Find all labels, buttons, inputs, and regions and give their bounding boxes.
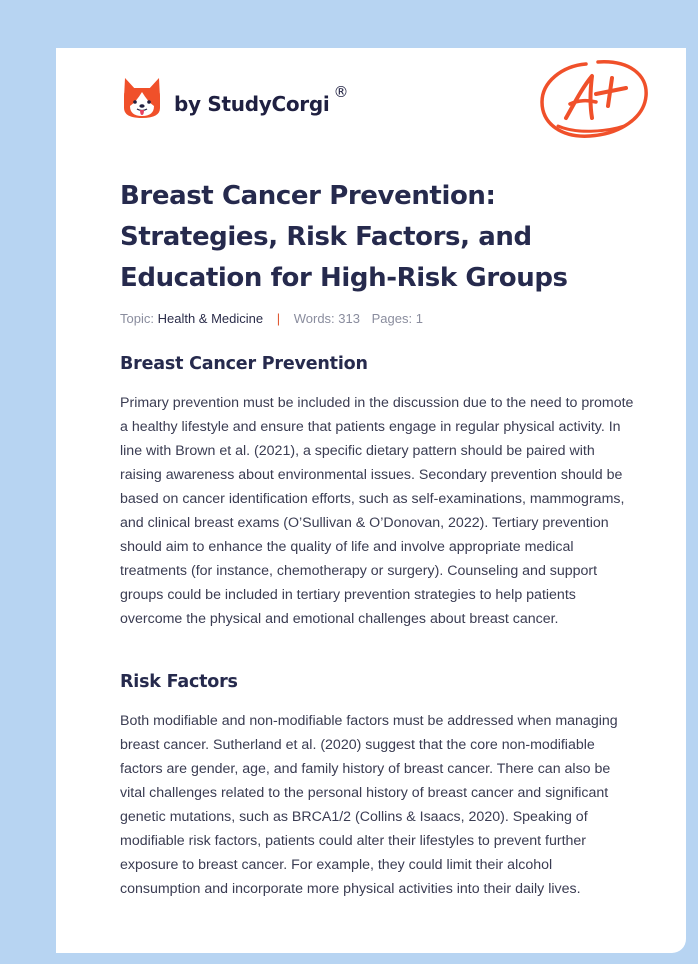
section-heading-risk-factors: Risk Factors (120, 672, 238, 692)
words-label: Words: (293, 311, 335, 326)
section-paragraph-prevention: Primary prevention must be included in the discussion due to the need to promote a healthy lifestyle and ensure that patients engage in regular physical activity. In line with Brown et al. (2021), a specific dietary pattern should be paired with raising awareness about environmental issues. Secondary prevention should be based on cancer identification efforts, such as self-examinations, mammograms, and clinical breast exams (O’Sullivan & O’Donovan, 2022). Tertiary prevention should aim to enhance the quality of life and involve appropriate medical treatments (for instance, chemotherapy or surgery). Counseling and support groups could be included in tertiary prevention strategies to help patients overcome the physical and emotional challenges about breast cancer. (120, 395, 634, 627)
topic-label: Topic: (120, 311, 154, 326)
corgi-icon (122, 76, 162, 122)
document-card (56, 48, 686, 953)
words-count: 313 (338, 311, 360, 326)
topic-link[interactable]: Health & Medicine (157, 311, 264, 326)
brand-name: by StudyCorgi (174, 92, 330, 116)
registered-mark: ® (333, 83, 349, 101)
section-heading-prevention: Breast Cancer Prevention (120, 354, 368, 374)
section-paragraph-risk-factors: Both modifiable and non-modifiable factors must be addressed when managing breast cancer. Sutherland et al. (2020) suggest that the core non-modifiable factors are gender, age, and family history of breast cancer. There can also be vital challenges related to the personal history of breast cancer and significant genetic mutations, such as BRCA1/2 (Collins & Isaacs, 2020). Speaking of modifiable risk factors, patients could alter their lifestyles to prevent further exposure to breast cancer. For example, they could limit their alcohol consumption and incorporate more physical activities into their daily lives. (120, 713, 618, 897)
pages-label: Pages: (371, 311, 413, 326)
document-title: Breast Cancer Prevention: Strategies, Risk Factors, and Education for High-Risk Groups (120, 181, 568, 293)
studycorgi-logo[interactable] (122, 76, 348, 122)
a-plus-icon (536, 56, 652, 142)
meta-separator: | (276, 311, 281, 326)
document-meta (120, 311, 423, 326)
pages-count: 1 (415, 311, 423, 326)
